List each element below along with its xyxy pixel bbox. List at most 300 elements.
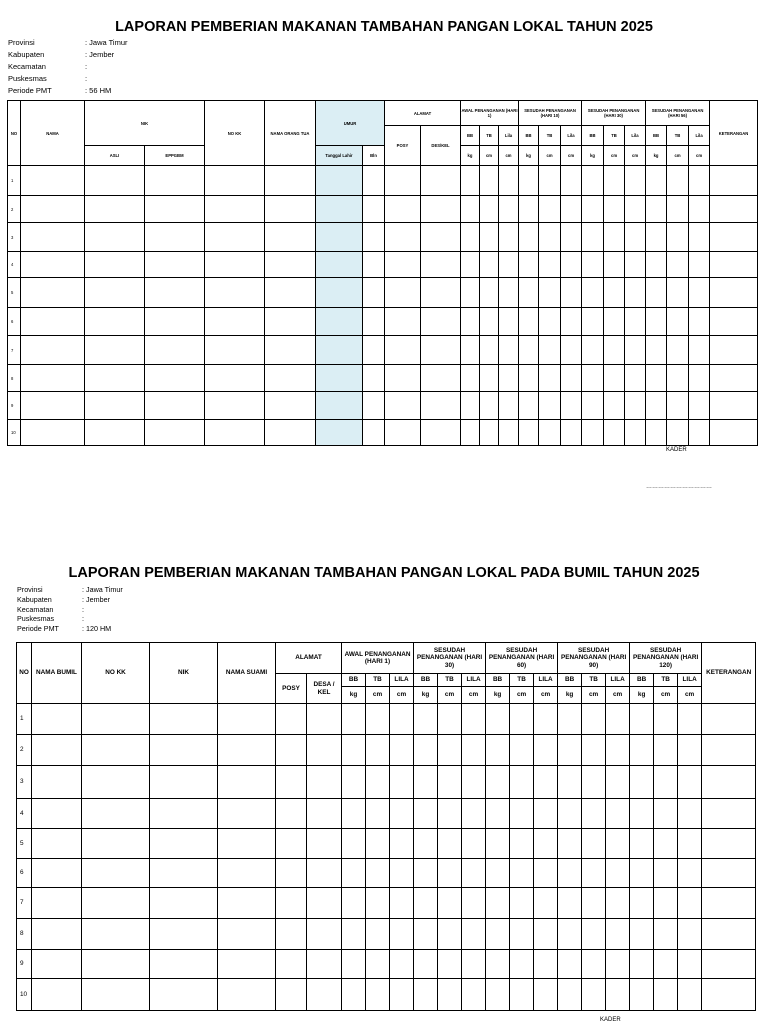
table-cell bbox=[265, 392, 316, 420]
table-cell bbox=[606, 888, 630, 919]
table-cell bbox=[606, 950, 630, 979]
table-cell bbox=[558, 704, 582, 735]
sub-lila: Lila bbox=[499, 126, 519, 146]
table-cell bbox=[145, 365, 205, 392]
table-cell bbox=[702, 704, 756, 735]
table-cell bbox=[385, 252, 421, 278]
row-number: 8 bbox=[8, 365, 21, 392]
table-cell bbox=[307, 799, 342, 829]
table-cell bbox=[582, 392, 604, 420]
table-cell bbox=[82, 979, 150, 1011]
table-cell bbox=[606, 919, 630, 950]
table-cell bbox=[363, 308, 385, 336]
table-cell bbox=[421, 392, 461, 420]
table-cell bbox=[499, 196, 519, 223]
table-cell bbox=[486, 919, 510, 950]
sub-bb: BB bbox=[646, 126, 667, 146]
table-cell bbox=[316, 365, 363, 392]
table-cell bbox=[461, 392, 480, 420]
table-cell bbox=[689, 278, 710, 308]
table-cell bbox=[150, 735, 218, 766]
report-info-1 bbox=[8, 37, 128, 97]
table-cell bbox=[205, 252, 265, 278]
info-value: : 120 HM bbox=[82, 624, 112, 634]
table-cell bbox=[486, 735, 510, 766]
col-nik: NIK bbox=[150, 643, 218, 704]
unit-kg: kg bbox=[342, 687, 366, 704]
table-cell bbox=[366, 888, 390, 919]
unit-cm: cm bbox=[499, 146, 519, 166]
table-cell bbox=[710, 252, 758, 278]
unit-cm: cm bbox=[390, 687, 414, 704]
table-cell bbox=[145, 252, 205, 278]
table-cell bbox=[646, 308, 667, 336]
table-cell bbox=[342, 888, 366, 919]
table-cell bbox=[582, 278, 604, 308]
table-cell bbox=[316, 392, 363, 420]
table-cell bbox=[678, 950, 702, 979]
table-cell bbox=[276, 799, 307, 829]
table-cell bbox=[150, 979, 218, 1011]
table-cell bbox=[390, 735, 414, 766]
table-cell bbox=[486, 979, 510, 1011]
table-cell bbox=[582, 196, 604, 223]
table-cell bbox=[462, 979, 486, 1011]
table-cell bbox=[499, 166, 519, 196]
info-value: : Jember bbox=[85, 50, 115, 59]
table-cell bbox=[630, 888, 654, 919]
table-cell bbox=[421, 278, 461, 308]
info-value: : bbox=[85, 62, 88, 71]
table-cell bbox=[646, 223, 667, 252]
table-cell bbox=[534, 829, 558, 859]
table-cell bbox=[486, 859, 510, 888]
col-nik: NIK bbox=[85, 101, 205, 146]
table-cell bbox=[390, 766, 414, 799]
unit-cm: cm bbox=[625, 146, 646, 166]
table-cell bbox=[342, 735, 366, 766]
table-cell bbox=[539, 308, 561, 336]
table-row bbox=[8, 223, 758, 252]
table-row bbox=[8, 278, 758, 308]
table-cell bbox=[462, 829, 486, 859]
table-cell bbox=[462, 950, 486, 979]
info-value: : Jawa Timur bbox=[82, 585, 123, 594]
table-cell bbox=[606, 829, 630, 859]
info-value: : bbox=[82, 614, 84, 624]
table-cell bbox=[32, 735, 82, 766]
table-cell bbox=[667, 308, 689, 336]
table-cell bbox=[678, 979, 702, 1011]
table-cell bbox=[421, 420, 461, 446]
table-cell bbox=[265, 196, 316, 223]
table-cell bbox=[678, 859, 702, 888]
table-cell bbox=[342, 979, 366, 1011]
col-nama-bumil: NAMA BUMIL bbox=[32, 643, 82, 704]
table-cell bbox=[710, 223, 758, 252]
table-cell bbox=[561, 308, 582, 336]
table-cell bbox=[654, 919, 678, 950]
table-cell bbox=[316, 278, 363, 308]
table-cell bbox=[519, 196, 539, 223]
table-cell bbox=[205, 196, 265, 223]
table-cell bbox=[366, 735, 390, 766]
table-cell bbox=[438, 735, 462, 766]
table-cell bbox=[667, 196, 689, 223]
table-cell bbox=[499, 278, 519, 308]
table-cell bbox=[534, 859, 558, 888]
table-cell bbox=[539, 336, 561, 365]
table-cell bbox=[582, 735, 606, 766]
table-cell bbox=[710, 392, 758, 420]
col-hari-1: AWAL PENANGANAN (HARI 1) bbox=[461, 101, 519, 126]
table-cell bbox=[558, 829, 582, 859]
table-cell bbox=[414, 919, 438, 950]
info-label: Puskesmas bbox=[17, 614, 55, 624]
table-cell bbox=[519, 252, 539, 278]
table-cell bbox=[630, 829, 654, 859]
table-cell bbox=[558, 735, 582, 766]
table-cell bbox=[461, 223, 480, 252]
table-cell bbox=[561, 392, 582, 420]
row-number: 6 bbox=[17, 859, 32, 888]
table-cell bbox=[385, 336, 421, 365]
table-cell bbox=[218, 979, 276, 1011]
table-cell bbox=[276, 979, 307, 1011]
table-cell bbox=[342, 919, 366, 950]
table-cell bbox=[342, 799, 366, 829]
table-cell bbox=[307, 919, 342, 950]
table-cell bbox=[145, 166, 205, 196]
table-cell bbox=[366, 766, 390, 799]
table-cell bbox=[461, 308, 480, 336]
table-cell bbox=[710, 166, 758, 196]
table-cell bbox=[604, 308, 625, 336]
table-cell bbox=[561, 252, 582, 278]
row-number: 10 bbox=[8, 420, 21, 446]
table-cell bbox=[480, 166, 499, 196]
table-cell bbox=[534, 979, 558, 1011]
table-cell bbox=[499, 365, 519, 392]
row-number: 5 bbox=[17, 829, 32, 859]
table-cell bbox=[461, 196, 480, 223]
table-cell bbox=[307, 888, 342, 919]
table-cell bbox=[461, 278, 480, 308]
table-cell bbox=[689, 196, 710, 223]
table-row bbox=[8, 392, 758, 420]
table-cell bbox=[604, 392, 625, 420]
table-cell bbox=[582, 979, 606, 1011]
table-cell bbox=[499, 308, 519, 336]
table-cell bbox=[363, 196, 385, 223]
table-cell bbox=[486, 888, 510, 919]
table-cell bbox=[558, 919, 582, 950]
table-cell bbox=[604, 252, 625, 278]
table-cell bbox=[534, 735, 558, 766]
table-cell bbox=[342, 766, 366, 799]
table-cell bbox=[461, 420, 480, 446]
info-label: Periode PMT bbox=[17, 624, 59, 634]
col-posy: POSY bbox=[276, 674, 307, 704]
info-label: Provinsi bbox=[17, 585, 43, 594]
table-cell bbox=[390, 919, 414, 950]
table-cell bbox=[646, 336, 667, 365]
table-cell bbox=[366, 950, 390, 979]
table-cell bbox=[606, 979, 630, 1011]
row-number: 2 bbox=[17, 735, 32, 766]
table-cell bbox=[85, 166, 145, 196]
table-cell bbox=[625, 365, 646, 392]
table-cell bbox=[390, 859, 414, 888]
table-cell bbox=[654, 979, 678, 1011]
table-cell bbox=[539, 392, 561, 420]
table-cell bbox=[582, 950, 606, 979]
table-cell bbox=[606, 766, 630, 799]
table-cell bbox=[702, 888, 756, 919]
col-hari-56: SESUDAH PENANGANAN (HARI 56) bbox=[646, 101, 710, 126]
table-cell bbox=[461, 365, 480, 392]
row-number: 7 bbox=[17, 888, 32, 919]
table-cell bbox=[606, 704, 630, 735]
table-cell bbox=[390, 950, 414, 979]
col-umur: UMUR bbox=[316, 101, 385, 146]
sub-tb: TB bbox=[480, 126, 499, 146]
table-row bbox=[17, 766, 756, 799]
table-cell bbox=[276, 859, 307, 888]
unit-cm: cm bbox=[366, 687, 390, 704]
table-cell bbox=[534, 950, 558, 979]
table-cell bbox=[678, 704, 702, 735]
table-cell bbox=[276, 919, 307, 950]
table-row bbox=[17, 979, 756, 1011]
table-row bbox=[8, 420, 758, 446]
table-cell bbox=[150, 859, 218, 888]
table-cell bbox=[32, 919, 82, 950]
row-number: 7 bbox=[8, 336, 21, 365]
col-hari-60: SESUDAH PENANGANAN (HARI 60) bbox=[486, 643, 558, 674]
table-cell bbox=[689, 166, 710, 196]
table-cell bbox=[630, 979, 654, 1011]
table-cell bbox=[561, 278, 582, 308]
table-row bbox=[17, 950, 756, 979]
table-cell bbox=[316, 223, 363, 252]
table-cell bbox=[363, 365, 385, 392]
table-cell bbox=[561, 196, 582, 223]
table-cell bbox=[21, 336, 85, 365]
table-cell bbox=[385, 166, 421, 196]
table-cell bbox=[510, 919, 534, 950]
table-cell bbox=[710, 308, 758, 336]
table-cell bbox=[582, 166, 604, 196]
table-cell bbox=[604, 420, 625, 446]
table-cell bbox=[678, 888, 702, 919]
table-cell bbox=[561, 336, 582, 365]
unit-cm: cm bbox=[582, 687, 606, 704]
table-cell bbox=[21, 278, 85, 308]
table-cell bbox=[630, 704, 654, 735]
sub-tb: TB bbox=[604, 126, 625, 146]
table-cell bbox=[205, 392, 265, 420]
table-cell bbox=[630, 950, 654, 979]
sub-bb: BB bbox=[414, 674, 438, 687]
table-cell bbox=[316, 308, 363, 336]
col-hari-30: SESUDAH PENANGANAN (HARI 30) bbox=[414, 643, 486, 674]
table-cell bbox=[519, 308, 539, 336]
table-cell bbox=[205, 278, 265, 308]
row-number: 6 bbox=[8, 308, 21, 336]
table-cell bbox=[630, 859, 654, 888]
table-cell bbox=[276, 704, 307, 735]
col-posy: POSY bbox=[385, 126, 421, 166]
table-cell bbox=[366, 799, 390, 829]
table-cell bbox=[689, 223, 710, 252]
unit-kg: kg bbox=[519, 146, 539, 166]
table-cell bbox=[539, 223, 561, 252]
table-row bbox=[8, 365, 758, 392]
table-row bbox=[17, 829, 756, 859]
table-cell bbox=[582, 859, 606, 888]
table-cell bbox=[32, 950, 82, 979]
table-cell bbox=[32, 859, 82, 888]
col-hari-90: SESUDAH PENANGANAN (HARI 90) bbox=[558, 643, 630, 674]
table-cell bbox=[85, 420, 145, 446]
table-cell bbox=[499, 223, 519, 252]
info-value: : Jawa Timur bbox=[85, 38, 128, 47]
table-cell bbox=[307, 766, 342, 799]
table-cell bbox=[316, 420, 363, 446]
table-cell bbox=[480, 196, 499, 223]
table-cell bbox=[218, 704, 276, 735]
table-cell bbox=[316, 252, 363, 278]
table-cell bbox=[480, 278, 499, 308]
table-cell bbox=[32, 766, 82, 799]
table-cell bbox=[21, 166, 85, 196]
table-cell bbox=[480, 336, 499, 365]
report-table-2 bbox=[16, 642, 756, 1011]
sub-bb: BB bbox=[461, 126, 480, 146]
table-cell bbox=[582, 888, 606, 919]
signature-line: …………………………… bbox=[646, 484, 712, 490]
table-cell bbox=[307, 859, 342, 888]
report-table-1 bbox=[7, 100, 758, 446]
table-cell bbox=[150, 829, 218, 859]
table-cell bbox=[539, 278, 561, 308]
sub-bb: BB bbox=[558, 674, 582, 687]
sub-tb: TB bbox=[654, 674, 678, 687]
table-cell bbox=[604, 196, 625, 223]
unit-kg: kg bbox=[582, 146, 604, 166]
table-cell bbox=[390, 799, 414, 829]
table-cell bbox=[32, 829, 82, 859]
table-cell bbox=[421, 308, 461, 336]
table-cell bbox=[85, 308, 145, 336]
unit-kg: kg bbox=[558, 687, 582, 704]
table-cell bbox=[561, 365, 582, 392]
unit-cm: cm bbox=[539, 146, 561, 166]
row-number: 4 bbox=[8, 252, 21, 278]
table-cell bbox=[385, 278, 421, 308]
unit-cm: cm bbox=[689, 146, 710, 166]
info-value: : bbox=[85, 74, 88, 83]
table-cell bbox=[654, 766, 678, 799]
table-cell bbox=[265, 223, 316, 252]
table-cell bbox=[414, 950, 438, 979]
col-no-kk: NO KK bbox=[205, 101, 265, 166]
table-cell bbox=[145, 223, 205, 252]
table-cell bbox=[414, 888, 438, 919]
unit-cm: cm bbox=[462, 687, 486, 704]
table-cell bbox=[82, 766, 150, 799]
table-cell bbox=[689, 365, 710, 392]
table-row bbox=[17, 735, 756, 766]
table-cell bbox=[534, 766, 558, 799]
table-cell bbox=[539, 365, 561, 392]
info-value: : Jember bbox=[82, 594, 110, 604]
table-cell bbox=[82, 799, 150, 829]
table-cell bbox=[85, 392, 145, 420]
table-cell bbox=[150, 799, 218, 829]
info-label: Puskesmas bbox=[8, 74, 47, 83]
table-cell bbox=[582, 704, 606, 735]
table-cell bbox=[307, 704, 342, 735]
row-number: 10 bbox=[17, 979, 32, 1011]
table-cell bbox=[21, 196, 85, 223]
table-cell bbox=[307, 735, 342, 766]
table-cell bbox=[710, 196, 758, 223]
table-cell bbox=[625, 392, 646, 420]
table-cell bbox=[363, 278, 385, 308]
table-cell bbox=[342, 829, 366, 859]
table-cell bbox=[667, 336, 689, 365]
table-cell bbox=[265, 278, 316, 308]
table-cell bbox=[82, 859, 150, 888]
table-cell bbox=[604, 365, 625, 392]
table-cell bbox=[486, 799, 510, 829]
table-cell bbox=[499, 420, 519, 446]
table-cell bbox=[519, 223, 539, 252]
table-cell bbox=[32, 704, 82, 735]
table-cell bbox=[486, 766, 510, 799]
table-cell bbox=[82, 704, 150, 735]
col-no-kk: NO KK bbox=[82, 643, 150, 704]
table-cell bbox=[150, 704, 218, 735]
table-cell bbox=[646, 278, 667, 308]
table-cell bbox=[205, 420, 265, 446]
table-cell bbox=[438, 829, 462, 859]
table-cell bbox=[438, 950, 462, 979]
table-cell bbox=[582, 336, 604, 365]
sub-bb: BB bbox=[519, 126, 539, 146]
row-number: 2 bbox=[8, 196, 21, 223]
table-cell bbox=[150, 950, 218, 979]
table-cell bbox=[82, 888, 150, 919]
table-cell bbox=[667, 420, 689, 446]
info-label: Kecamatan bbox=[8, 62, 46, 71]
table-cell bbox=[390, 979, 414, 1011]
col-hari-120: SESUDAH PENANGANAN (HARI 120) bbox=[630, 643, 702, 674]
table-cell bbox=[480, 392, 499, 420]
table-cell bbox=[510, 704, 534, 735]
table-cell bbox=[82, 735, 150, 766]
table-cell bbox=[710, 420, 758, 446]
unit-cm: cm bbox=[534, 687, 558, 704]
table-cell bbox=[539, 420, 561, 446]
table-cell bbox=[539, 166, 561, 196]
table-row bbox=[17, 888, 756, 919]
table-cell bbox=[702, 799, 756, 829]
unit-kg: kg bbox=[461, 146, 480, 166]
table-cell bbox=[421, 252, 461, 278]
